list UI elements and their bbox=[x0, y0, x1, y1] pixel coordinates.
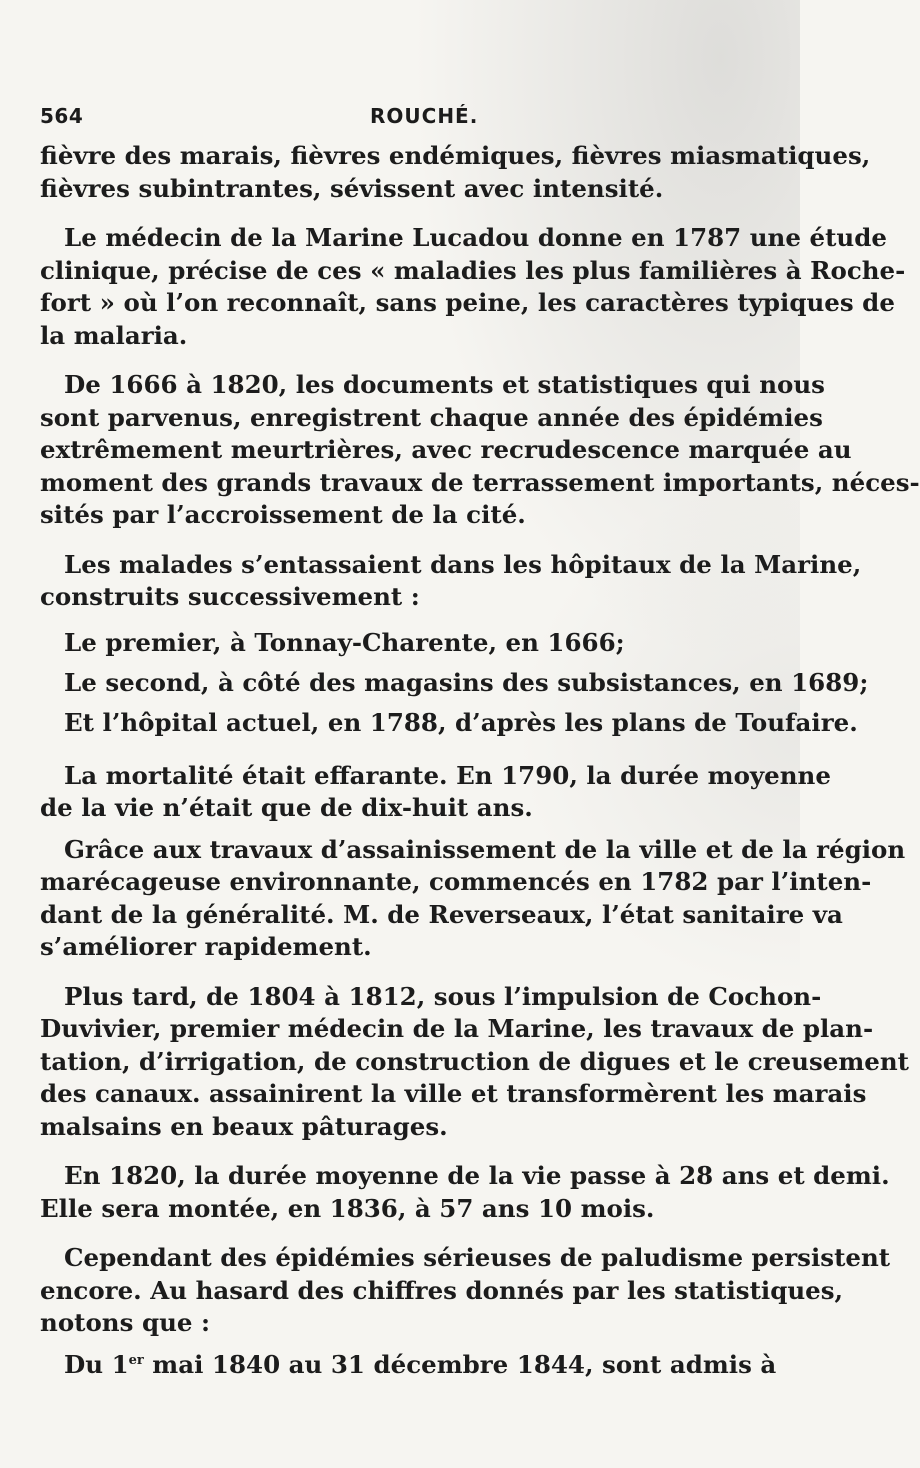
text-line: dant de la généralité. M. de Reverseaux, l’état sanitaire va bbox=[40, 899, 843, 929]
text-line: sités par l’accroissement de la cité. bbox=[40, 500, 526, 529]
text-line: des canaux. assainirent la ville et transformèrent les marais bbox=[40, 1079, 867, 1108]
hospital-list bbox=[40, 623, 869, 743]
line-start: Du 1 bbox=[64, 1349, 129, 1379]
text-line bbox=[40, 1349, 777, 1382]
paragraph-9 bbox=[40, 1242, 891, 1340]
text-line: sont parvenus, enregistrent chaque année des épidémies bbox=[40, 402, 823, 432]
text-line: extrêmement meurtrières, avec recrudescence marquée au bbox=[40, 435, 852, 464]
paragraph-2 bbox=[40, 222, 906, 352]
text-line: construits successivement : bbox=[40, 582, 420, 611]
text-line: Les malades s’entassaient dans les hôpitaux de la Marine, bbox=[64, 549, 862, 579]
text-line: la malaria. bbox=[40, 320, 188, 350]
text-line: fièvres subintrantes, sévissent avec intensité. bbox=[40, 173, 664, 203]
text-line: tation, d’irrigation, de construction de digues et le creusement bbox=[40, 1046, 909, 1076]
paragraph-3 bbox=[40, 369, 920, 532]
body-text bbox=[40, 140, 920, 1398]
text-line: marécageuse environnante, commencés en 1782 par l’inten- bbox=[40, 867, 872, 896]
paragraph-6 bbox=[40, 834, 906, 964]
paragraph-5 bbox=[40, 760, 831, 825]
text-line: fort » où l’on reconnaît, sans peine, les caractères typiques de bbox=[40, 288, 895, 317]
text-line: s’améliorer rapidement. bbox=[40, 932, 372, 961]
text-line: Le médecin de la Marine Lucadou donne en 1787 une étude bbox=[64, 223, 887, 252]
paragraph-4 bbox=[40, 549, 862, 614]
paragraph-10 bbox=[40, 1349, 777, 1382]
text-line: Duvivier, premier médecin de la Marine, les travaux de plan- bbox=[40, 1014, 874, 1043]
list-item: Et l’hôpital actuel, en 1788, d’après les plans de Toufaire. bbox=[64, 707, 858, 737]
text-line: Grâce aux travaux d’assainissement de la ville et de la région bbox=[64, 834, 906, 864]
text-line: La mortalité était effarante. En 1790, la durée moyenne bbox=[64, 760, 831, 790]
text-line: Elle sera montée, en 1836, à 57 ans 10 mois. bbox=[40, 1193, 655, 1223]
page-number: 564 bbox=[40, 104, 84, 128]
text-line: Plus tard, de 1804 à 1812, sous l’impulsion de Cochon- bbox=[64, 981, 822, 1011]
text-line: Cependant des épidémies sérieuses de paludisme persistent bbox=[64, 1243, 891, 1272]
text-line: de la vie n’était que de dix-huit ans. bbox=[40, 793, 533, 822]
list-item: Le second, à côté des magasins des subsistances, en 1689; bbox=[64, 667, 869, 697]
text-line: fièvre des marais, fièvres endémiques, fièvres miasmatiques, bbox=[40, 141, 871, 170]
text-line: De 1666 à 1820, les documents et statistiques qui nous bbox=[64, 370, 825, 399]
paragraph-7 bbox=[40, 981, 909, 1144]
text-line: encore. Au hasard des chiffres donnés par les statistiques, bbox=[40, 1275, 844, 1305]
text-line: clinique, précise de ces « maladies les plus familières à Roche- bbox=[40, 255, 906, 285]
ordinal-suffix: er bbox=[128, 1352, 144, 1368]
text-line: moment des grands travaux de terrassement importants, néces- bbox=[40, 467, 920, 497]
page-header bbox=[40, 100, 740, 134]
text-line: malsains en beaux pâturages. bbox=[40, 1111, 448, 1141]
running-head: ROUCHÉ. bbox=[370, 104, 479, 128]
text-line: notons que : bbox=[40, 1308, 211, 1337]
paragraph-8 bbox=[40, 1160, 890, 1225]
text-line: En 1820, la durée moyenne de la vie passe à 28 ans et demi. bbox=[64, 1161, 890, 1190]
list-item: Le premier, à Tonnay-Charente, en 1666; bbox=[64, 627, 625, 657]
paragraph-1 bbox=[40, 140, 871, 205]
line-end: mai 1840 au 31 décembre 1844, sont admis à bbox=[143, 1349, 777, 1379]
